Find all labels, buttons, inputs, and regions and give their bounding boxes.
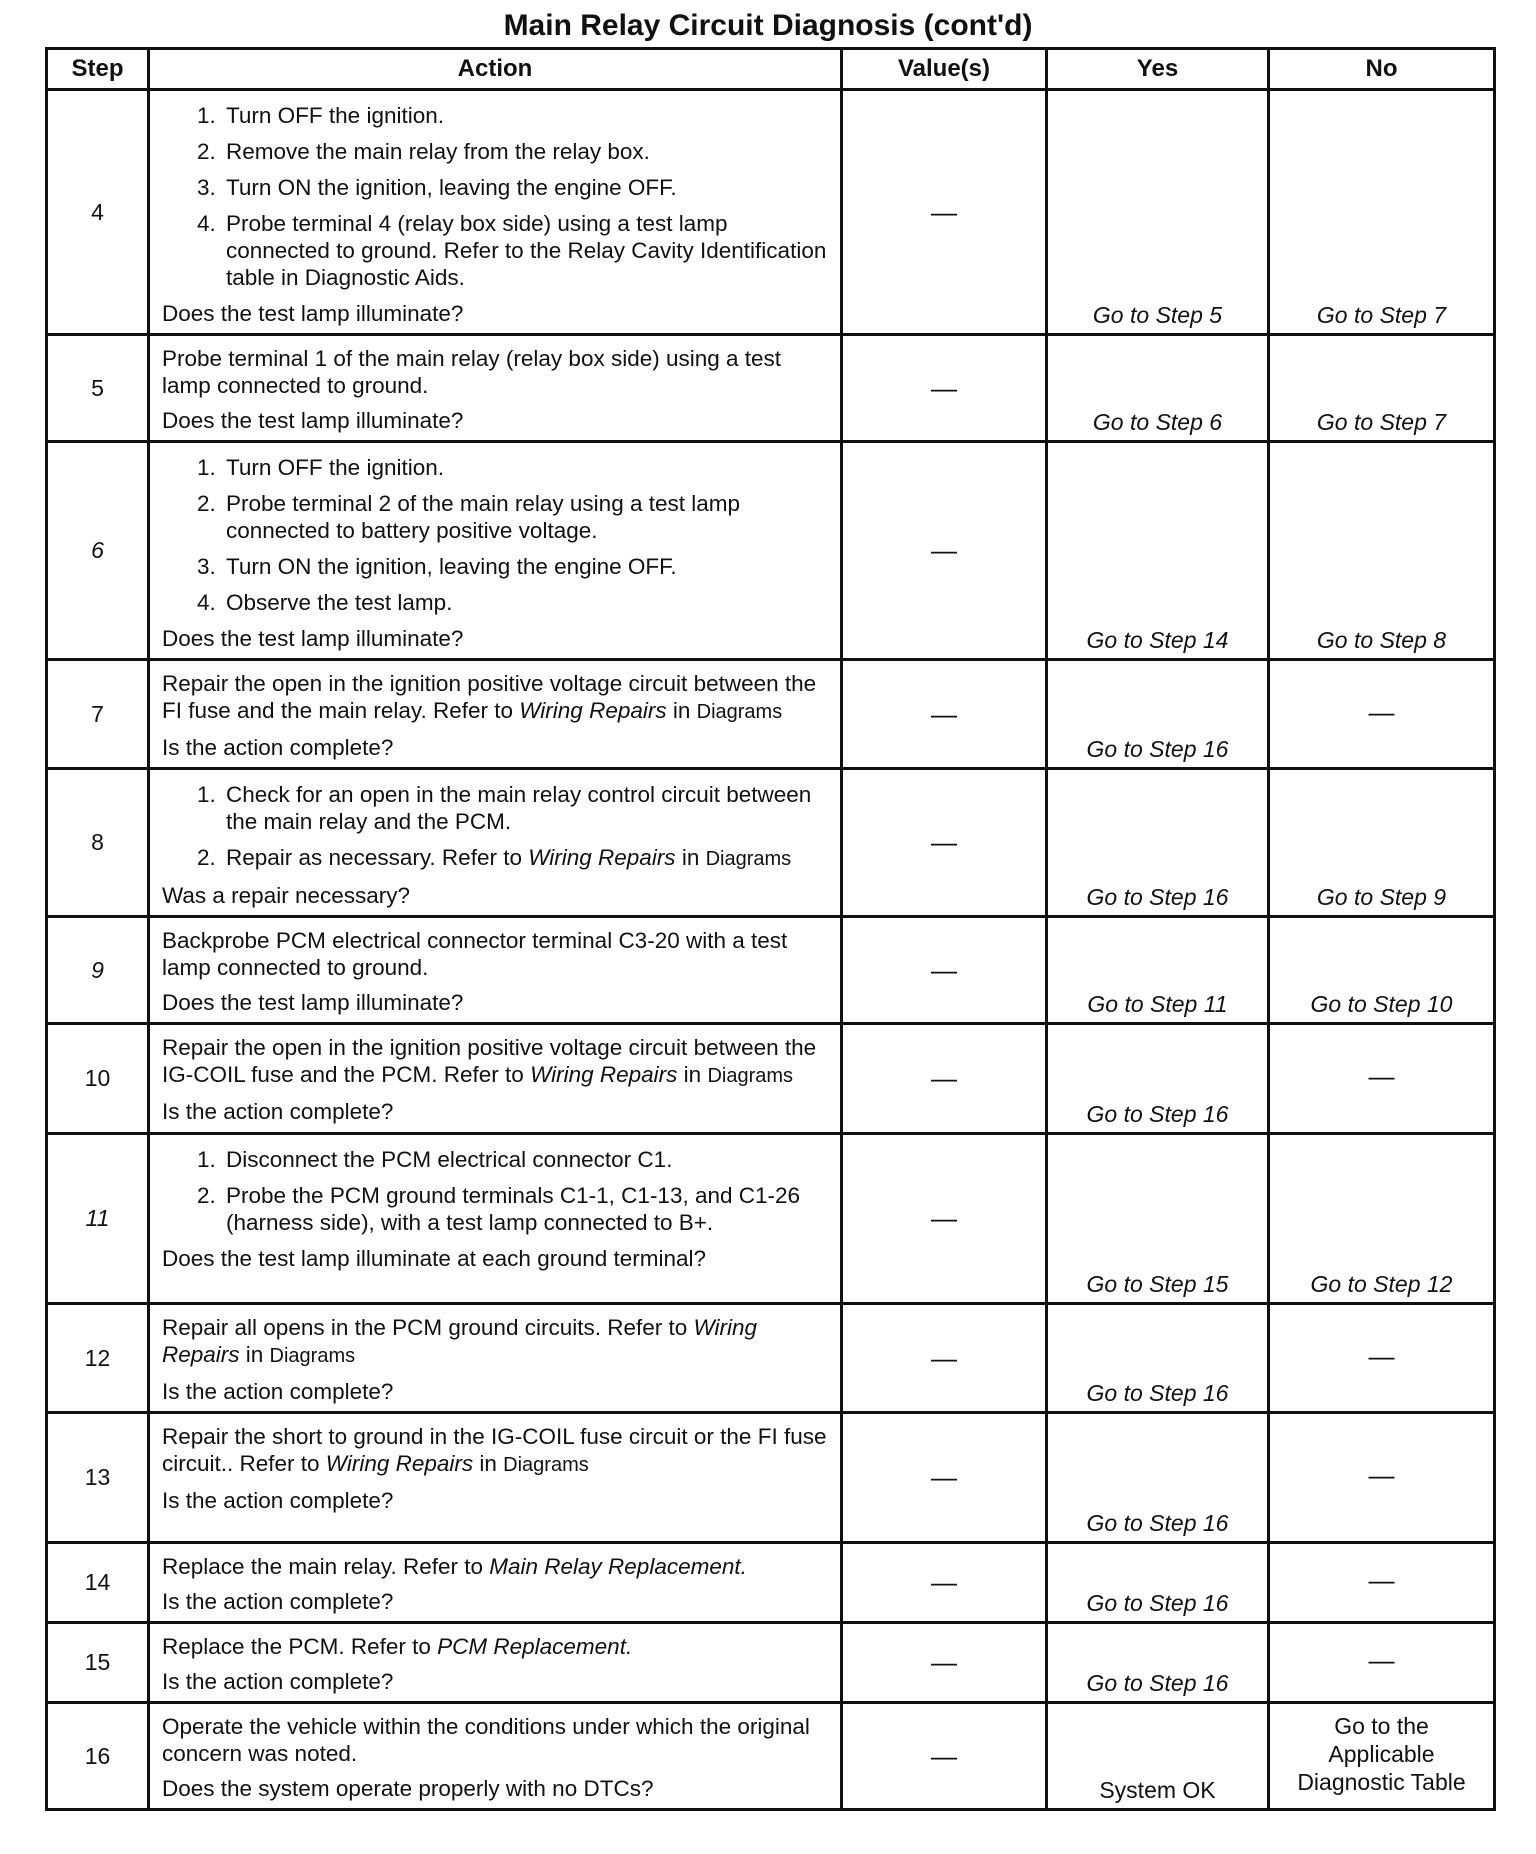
yes-cell: Go to Step 6 — [1047, 335, 1269, 442]
yes-cell: Go to Step 16 — [1047, 769, 1269, 917]
action-question: Is the action complete? — [162, 735, 394, 760]
header-action: Action — [149, 49, 842, 90]
action-text-part: in — [239, 1342, 270, 1367]
value-cell: — — [842, 1623, 1047, 1703]
yes-cell: System OK — [1047, 1703, 1269, 1810]
no-cell: — — [1269, 1304, 1495, 1413]
action-item: 1. Disconnect the PCM electrical connector C1. — [222, 1146, 830, 1173]
table-row — [47, 1024, 1495, 1134]
yes-cell: Go to Step 16 — [1047, 660, 1269, 769]
reference-link: Wiring Repairs — [519, 698, 667, 723]
value-cell: — — [842, 335, 1047, 442]
action-question: Does the test lamp illuminate? — [162, 626, 464, 651]
reference-source: Diagrams — [705, 848, 792, 870]
yes-cell: Go to Step 16 — [1047, 1543, 1269, 1623]
reference-source: Diagrams — [503, 1454, 589, 1476]
reference-link: PCM Replacement. — [437, 1634, 633, 1659]
action-item: 1. Check for an open in the main relay control circuit between the main relay and the PCM. — [222, 781, 830, 835]
action-item — [222, 844, 830, 873]
no-cell: — — [1269, 1413, 1495, 1543]
action-item: 3. Turn ON the ignition, leaving the engine OFF. — [222, 553, 830, 580]
header-row — [47, 49, 1495, 90]
step-number: 10 — [47, 1024, 149, 1134]
action-cell — [149, 90, 842, 335]
no-cell: — — [1269, 660, 1495, 769]
action-item: 2. Probe terminal 2 of the main relay using a test lamp connected to battery positive voltage. — [222, 490, 830, 544]
reference-link: Wiring Repairs — [325, 1451, 474, 1476]
action-question: Does the test lamp illuminate at each ground terminal? — [162, 1246, 707, 1271]
action-cell — [149, 1024, 842, 1134]
step-number: 16 — [47, 1703, 149, 1810]
action-question: Is the action complete? — [162, 1669, 394, 1694]
action-cell — [149, 1623, 842, 1703]
yes-cell: Go to Step 16 — [1047, 1623, 1269, 1703]
action-item: 2. Probe the PCM ground terminals C1-1, C1-13, and C1-26 (harness side), with a test lamp connected to B+. — [222, 1182, 830, 1236]
no-cell — [1269, 1703, 1495, 1810]
no-cell: Go to Step 10 — [1269, 917, 1495, 1024]
value-cell: — — [842, 917, 1047, 1024]
value-cell: — — [842, 1543, 1047, 1623]
no-cell: Go to Step 12 — [1269, 1134, 1495, 1304]
header-step: Step — [47, 49, 149, 90]
reference-link: Wiring Repairs — [528, 845, 676, 870]
reference-link: Wiring Repairs — [530, 1062, 678, 1087]
page-title: Main Relay Circuit Diagnosis (cont'd) — [503, 9, 1033, 42]
no-cell: Go to Step 7 — [1269, 90, 1495, 335]
action-text-part: Repair the open in the ignition positive voltage circuit between the IG-COIL fuse and the PCM. Refer to — [162, 1035, 817, 1087]
no-cell-line: Applicable — [1328, 1741, 1435, 1767]
action-text-part: Repair all opens in the PCM ground circuits. Refer to — [162, 1315, 694, 1340]
table-row — [47, 1703, 1495, 1810]
value-cell: — — [842, 1304, 1047, 1413]
action-question: Does the test lamp illuminate? — [162, 408, 464, 433]
action-cell — [149, 335, 842, 442]
action-cell — [149, 442, 842, 660]
action-text — [162, 1034, 830, 1090]
action-text-part: Replace the PCM. Refer to — [162, 1634, 438, 1659]
action-cell — [149, 917, 842, 1024]
yes-cell: Go to Step 16 — [1047, 1024, 1269, 1134]
action-text — [162, 1314, 830, 1370]
table-row — [47, 90, 1495, 335]
yes-cell: Go to Step 14 — [1047, 442, 1269, 660]
action-text-part: Repair the open in the ignition positive voltage circuit between the FI fuse and the main relay. Refer to — [162, 671, 817, 723]
header-yes: Yes — [1047, 49, 1269, 90]
value-cell: — — [842, 1024, 1047, 1134]
action-cell — [149, 1413, 842, 1543]
action-text-part: Replace the main relay. Refer to — [162, 1554, 490, 1579]
action-text-part: in — [473, 1451, 504, 1476]
action-item: 1. Turn OFF the ignition. — [222, 102, 830, 129]
table-row — [47, 917, 1495, 1024]
no-cell: — — [1269, 1543, 1495, 1623]
action-cell — [149, 1134, 842, 1304]
action-cell — [149, 1304, 842, 1413]
no-cell: Go to Step 7 — [1269, 335, 1495, 442]
header-no: No — [1269, 49, 1495, 90]
yes-cell: Go to Step 5 — [1047, 90, 1269, 335]
step-number: 8 — [47, 769, 149, 917]
action-cell — [149, 1703, 842, 1810]
action-item: 2. Remove the main relay from the relay box. — [222, 138, 830, 165]
action-item: 3. Turn ON the ignition, leaving the engine OFF. — [222, 174, 830, 201]
step-number: 7 — [47, 660, 149, 769]
action-cell — [149, 1543, 842, 1623]
reference-link: Wiring Repairs — [162, 1315, 758, 1367]
action-text-part: in — [666, 698, 697, 723]
yes-cell: Go to Step 11 — [1047, 917, 1269, 1024]
action-item: 4. Observe the test lamp. — [222, 589, 830, 616]
no-cell-line: Diagnostic Table — [1297, 1769, 1466, 1795]
action-text — [162, 1553, 830, 1580]
action-question: Is the action complete? — [162, 1379, 394, 1404]
diagnosis-table — [45, 47, 1496, 1811]
no-cell-line: Go to the — [1334, 1713, 1429, 1739]
action-cell — [149, 769, 842, 917]
action-question: Was a repair necessary? — [162, 883, 411, 908]
table-row — [47, 442, 1495, 660]
action-list — [162, 781, 830, 873]
no-cell: — — [1269, 1024, 1495, 1134]
action-question: Is the action complete? — [162, 1589, 394, 1614]
reference-link: Main Relay Replacement. — [489, 1554, 747, 1579]
step-number: 11 — [47, 1134, 149, 1304]
action-question: Does the test lamp illuminate? — [162, 301, 464, 326]
action-item: 1. Turn OFF the ignition. — [222, 454, 830, 481]
action-list — [162, 454, 830, 616]
yes-cell: Go to Step 15 — [1047, 1134, 1269, 1304]
value-cell: — — [842, 769, 1047, 917]
step-number: 12 — [47, 1304, 149, 1413]
action-text-part: in — [675, 845, 706, 870]
action-text — [162, 670, 830, 726]
action-question: Does the system operate properly with no DTCs? — [162, 1776, 654, 1801]
action-text-part: in — [677, 1062, 708, 1087]
action-list — [162, 1146, 830, 1236]
value-cell: — — [842, 442, 1047, 660]
value-cell: — — [842, 90, 1047, 335]
step-number: 15 — [47, 1623, 149, 1703]
action-question: Is the action complete? — [162, 1488, 394, 1513]
reference-source: Diagrams — [269, 1345, 356, 1367]
value-cell: — — [842, 1413, 1047, 1543]
value-cell: — — [842, 1134, 1047, 1304]
table-row — [47, 1304, 1495, 1413]
step-number: 9 — [47, 917, 149, 1024]
action-question: Is the action complete? — [162, 1099, 394, 1124]
table-row — [47, 1413, 1495, 1543]
table-row — [47, 1134, 1495, 1304]
action-question: Does the test lamp illuminate? — [162, 990, 464, 1015]
table-row — [47, 1543, 1495, 1623]
no-cell: — — [1269, 1623, 1495, 1703]
yes-cell: Go to Step 16 — [1047, 1304, 1269, 1413]
reference-source: Diagrams — [696, 701, 783, 723]
action-text-part: Repair the short to ground in the IG-COIL fuse circuit or the FI fuse circuit.. Refer to — [162, 1424, 827, 1476]
yes-cell: Go to Step 16 — [1047, 1413, 1269, 1543]
no-cell: Go to Step 9 — [1269, 769, 1495, 917]
step-number: 4 — [47, 90, 149, 335]
table-row — [47, 769, 1495, 917]
action-text: Backprobe PCM electrical connector terminal C3-20 with a test lamp connected to ground. — [162, 928, 788, 980]
value-cell: — — [842, 660, 1047, 769]
value-cell: — — [842, 1703, 1047, 1810]
action-text — [162, 1633, 830, 1660]
action-text: Probe terminal 1 of the main relay (relay box side) using a test lamp connected to ground. — [162, 346, 782, 398]
action-item: 4. Probe terminal 4 (relay box side) using a test lamp connected to ground. Refer to the Relay Cavity Identification table in Diagnostic Aids. — [222, 210, 830, 291]
action-text-part: Repair as necessary. Refer to — [226, 845, 529, 870]
table-row — [47, 1623, 1495, 1703]
action-text — [162, 1423, 830, 1479]
step-number: 5 — [47, 335, 149, 442]
action-list — [162, 102, 830, 291]
step-number: 14 — [47, 1543, 149, 1623]
step-number: 6 — [47, 442, 149, 660]
action-text: Operate the vehicle within the conditions under which the original concern was noted. — [162, 1714, 810, 1766]
step-number: 13 — [47, 1413, 149, 1543]
action-cell — [149, 660, 842, 769]
reference-source: Diagrams — [707, 1065, 794, 1087]
header-values: Value(s) — [842, 49, 1047, 90]
no-cell: Go to Step 8 — [1269, 442, 1495, 660]
table-row — [47, 660, 1495, 769]
table-row — [47, 335, 1495, 442]
